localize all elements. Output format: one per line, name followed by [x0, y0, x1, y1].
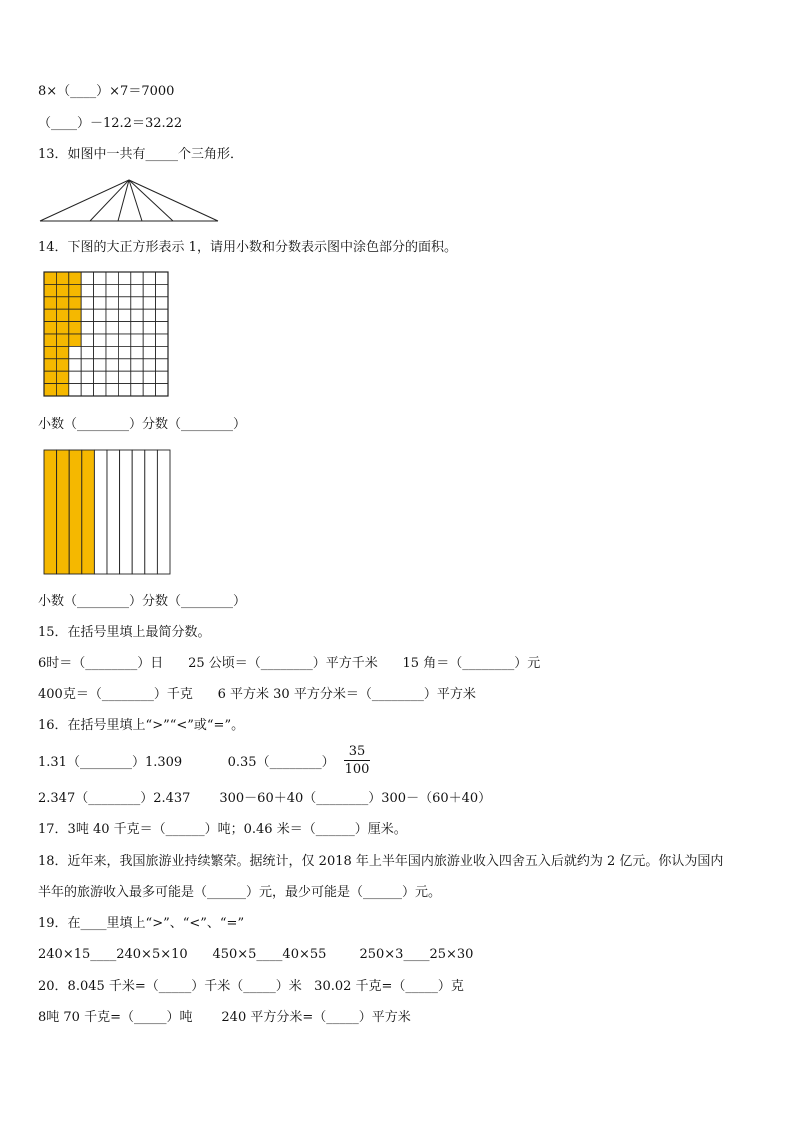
grid-cell — [143, 322, 155, 334]
grid-cell-shaded — [69, 272, 81, 284]
grid-cell — [81, 309, 93, 321]
grid-cell-shaded — [44, 284, 56, 296]
grid-cell — [156, 309, 168, 321]
grid-cell — [69, 384, 81, 396]
grid-cell — [118, 371, 130, 383]
grid-cell — [131, 284, 143, 296]
grid-cell — [106, 309, 118, 321]
grid-cell — [143, 284, 155, 296]
grid-cell-shaded — [56, 359, 68, 371]
grid-cell — [106, 272, 118, 284]
strip-shaded — [69, 450, 82, 574]
q15-row2: 400克＝（________）千克 6 平方米 30 平方分米＝（________）平方米 — [38, 687, 476, 702]
grid-cell — [81, 297, 93, 309]
grid-cell — [143, 346, 155, 358]
grid-cell — [143, 371, 155, 383]
strip — [120, 450, 133, 574]
strip — [132, 450, 145, 574]
grid-cell — [94, 297, 106, 309]
q14-text: 14．下图的大正方形表示 1，请用小数和分数表示图中涂色部分的面积。 — [38, 240, 457, 255]
grid-cell — [118, 284, 130, 296]
grid-cell — [81, 272, 93, 284]
grid-cell — [81, 346, 93, 358]
grid-cell — [81, 359, 93, 371]
grid-cell — [106, 334, 118, 346]
grid-cell — [94, 334, 106, 346]
grid-cell — [131, 297, 143, 309]
tenths-strips-figure — [42, 448, 174, 578]
grid-cell-shaded — [44, 272, 56, 284]
grid-cell — [156, 359, 168, 371]
grid-cell — [106, 322, 118, 334]
grid-cell — [131, 346, 143, 358]
grid-cell-shaded — [44, 359, 56, 371]
q18-text-a: 18．近年来，我国旅游业持续繁荣。据统计，仅 2018 年上半年国内旅游业收入四舍五入后就约为 2 亿元。你认为国内 — [38, 854, 724, 869]
strip — [94, 450, 107, 574]
grid-cell-shaded — [44, 309, 56, 321]
q18-text-b: 半年的旅游收入最多可能是（______）元，最少可能是（______）元。 — [38, 885, 442, 900]
strip — [107, 450, 120, 574]
grid-cell — [81, 384, 93, 396]
grid-cell — [143, 334, 155, 346]
grid-cell — [131, 309, 143, 321]
grid-cell — [118, 334, 130, 346]
grid-cell — [131, 334, 143, 346]
grid-cell — [131, 322, 143, 334]
grid-cell — [94, 359, 106, 371]
grid-cell — [81, 322, 93, 334]
grid-cell-shaded — [44, 322, 56, 334]
grid-cell — [94, 384, 106, 396]
grid-cell — [81, 284, 93, 296]
grid-cell-shaded — [56, 371, 68, 383]
q20-row: 8吨 70 千克=（_____）吨 240 平方分米=（_____）平方米 — [38, 1010, 411, 1025]
grid-cell — [156, 284, 168, 296]
grid-cell — [106, 297, 118, 309]
fraction-denominator: 100 — [344, 762, 370, 777]
fraction-bar — [344, 760, 370, 761]
grid-cell — [106, 384, 118, 396]
q19-text: 19．在____里填上“>”、“<”、“=” — [38, 916, 245, 931]
q17-text: 17．3吨 40 千克＝（______）吨；0.46 米＝（______）厘米。 — [38, 822, 407, 837]
grid-cell — [156, 272, 168, 284]
grid-cell — [118, 322, 130, 334]
grid-cell — [94, 309, 106, 321]
grid-cell — [131, 359, 143, 371]
grid-cell-shaded — [69, 284, 81, 296]
grid-cell — [118, 384, 130, 396]
strip-shaded — [57, 450, 70, 574]
grid-cell — [131, 272, 143, 284]
grid-cell-shaded — [44, 371, 56, 383]
grid-cell — [156, 371, 168, 383]
grid-cell-shaded — [56, 309, 68, 321]
grid-cell — [118, 359, 130, 371]
grid-cell — [69, 346, 81, 358]
q14-answer-b: 小数（________）分数（________） — [38, 594, 247, 609]
grid-cell — [118, 309, 130, 321]
q16-row1: 1.31（________）1.309 0.35（________） — [38, 755, 335, 770]
grid-cell — [118, 346, 130, 358]
grid-cell — [156, 297, 168, 309]
grid-cell-shaded — [56, 384, 68, 396]
hundred-grid-figure — [42, 270, 174, 400]
q19-row: 240×15____240×5×10 450×5____40×55 250×3____25×30 — [38, 947, 474, 962]
grid-cell — [81, 371, 93, 383]
grid-cell-shaded — [69, 322, 81, 334]
grid-cell — [143, 309, 155, 321]
grid-cell — [143, 384, 155, 396]
grid-cell — [69, 371, 81, 383]
grid-cell — [156, 384, 168, 396]
grid-cell — [156, 346, 168, 358]
grid-cell — [106, 284, 118, 296]
grid-cell — [106, 346, 118, 358]
grid-cell-shaded — [44, 297, 56, 309]
grid-cell-shaded — [44, 384, 56, 396]
q12-line2: （____）－12.2＝32.22 — [38, 116, 183, 131]
q15-row1: 6时＝（________）日 25 公顷＝（________）平方千米 15 角＝（________）元 — [38, 656, 541, 671]
grid-cell — [131, 384, 143, 396]
grid-cell — [94, 284, 106, 296]
grid-cell-shaded — [56, 297, 68, 309]
grid-cell-shaded — [69, 309, 81, 321]
grid-cell — [94, 346, 106, 358]
grid-cell — [106, 371, 118, 383]
strip — [145, 450, 158, 574]
grid-cell — [118, 297, 130, 309]
grid-cell-shaded — [56, 322, 68, 334]
grid-cell — [156, 334, 168, 346]
grid-cell-shaded — [69, 297, 81, 309]
grid-cell-shaded — [56, 284, 68, 296]
grid-cell — [118, 272, 130, 284]
grid-cell — [69, 359, 81, 371]
q20-text: 20．8.045 千米=（_____）千米（_____）米 30.02 千克=（_____）克 — [38, 979, 464, 994]
grid-cell — [106, 359, 118, 371]
grid-cell — [94, 371, 106, 383]
grid-cell — [143, 297, 155, 309]
strip — [157, 450, 170, 574]
strip-shaded — [82, 450, 95, 574]
grid-cell — [94, 322, 106, 334]
q13-text: 13．如图中一共有_____个三角形． — [38, 147, 244, 162]
q14-answer-a: 小数（________）分数（________） — [38, 417, 247, 432]
grid-cell — [143, 359, 155, 371]
grid-cell-shaded — [69, 334, 81, 346]
grid-cell-shaded — [44, 334, 56, 346]
grid-cell-shaded — [56, 346, 68, 358]
grid-cell — [131, 371, 143, 383]
q12-line1: 8×（____）×7＝7000 — [38, 84, 175, 99]
q15-text: 15．在括号里填上最简分数。 — [38, 625, 211, 640]
fraction-numerator: 35 — [348, 744, 366, 759]
grid-cell — [143, 272, 155, 284]
grid-cell-shaded — [44, 346, 56, 358]
grid-cell — [94, 272, 106, 284]
grid-cell — [81, 334, 93, 346]
strip-shaded — [44, 450, 57, 574]
fraction-35-100 — [344, 744, 370, 777]
q16-text: 16．在括号里填上“>”“<”或“=”。 — [38, 718, 245, 733]
grid-cell-shaded — [56, 272, 68, 284]
q16-row2: 2.347（________）2.437 300－60＋40（________）300－（60＋40） — [38, 791, 492, 806]
grid-cell-shaded — [56, 334, 68, 346]
grid-cell — [156, 322, 168, 334]
triangle-fan-figure — [38, 178, 220, 224]
